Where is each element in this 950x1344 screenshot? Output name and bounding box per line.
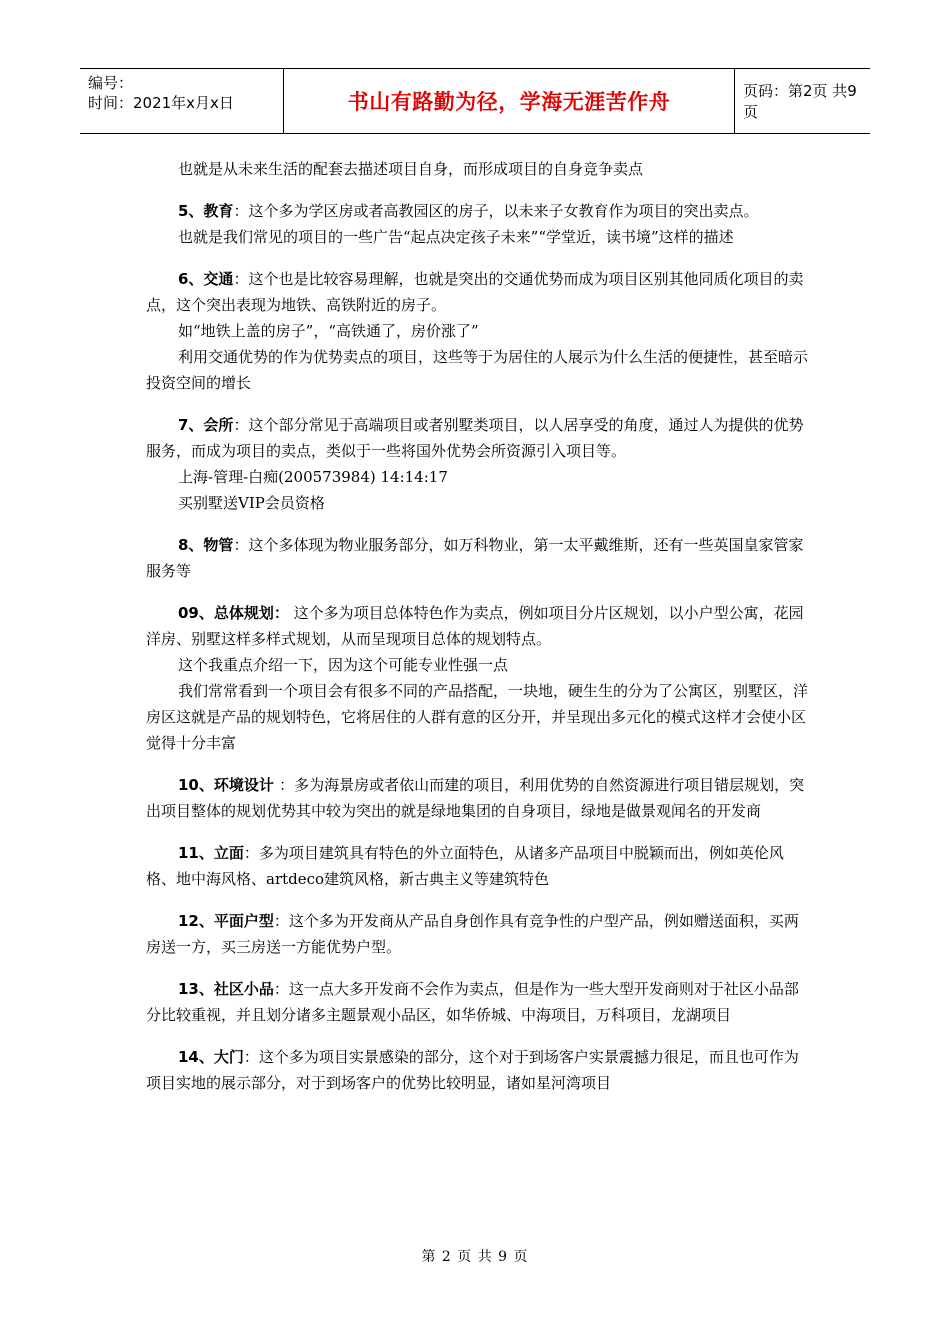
paragraph: 上海-管理-白痴(200573984) 14:14:17 [178,468,448,486]
header-page-cell [735,69,870,133]
section-clubhouse [146,412,810,464]
section-text: ：这个多为项目实景感染的部分，这个对于到场客户实景震撼力很足，而且也可作为项目实地的展示部分，对于到场客户的优势比较明显，诸如星河湾项目 [146,1048,799,1092]
section-gate [146,1044,810,1096]
number-label: 编号： [88,74,134,92]
section-text: ：这个也是比较容易理解，也就是突出的交通优势而成为项目区别其他同质化项目的卖点，这个突出表现为地铁、高铁附近的房子。 [146,270,804,314]
section-title: 12、平面户型 [178,912,274,930]
section-text: 这个多为项目总体特色作为卖点，例如项目分片区规划，以小户型公寓，花园洋房、别墅这样多样式规划，从而呈现项目总体的规划特点。 [146,604,804,648]
section-title: 10、环境设计 [178,776,280,794]
header-info [80,69,283,133]
paragraph: 也就是从未来生活的配套去描述项目自身，而形成项目的自身竞争卖点 [178,160,644,178]
motto-text: 书山有路勤为径，学海无涯苦作舟 [347,90,671,114]
document-body [146,156,810,1096]
page-footer: 第 2 页 共 9 页 [421,1249,529,1265]
section-text: ：多为项目建筑具有特色的外立面特色，从诸多产品项目中脱颖而出，例如英伦风格、地中海风格、artdeco建筑风格，新古典主义等建筑特色 [146,844,784,888]
section-text: ：这个多体现为物业服务部分，如万科物业，第一太平戴维斯，还有一些英国皇家管家服务等 [146,536,804,580]
section-facade [146,840,810,892]
section-property-management [146,532,810,584]
section-text: ：这个多为学区房或者高教园区的房子，以未来子女教育作为项目的突出卖点。 [233,202,759,220]
section-title: 5、教育 [178,202,234,220]
section-community-features [146,976,810,1028]
section-floor-plan [146,908,810,960]
section-title: 09、总体规划： [178,604,289,622]
section-overall-planning [146,600,810,652]
paragraph: 买别墅送VIP会员资格 [178,494,325,512]
section-title: 7、会所 [178,416,234,434]
page-label: 页码：第2页 共9页 [743,82,857,121]
section-title: 13、社区小品 [178,980,274,998]
paragraph: 我们常常看到一个项目会有很多不同的产品搭配，一块地，硬生生的分为了公寓区，别墅区，洋房区这就是产品的规划特色，它将居住的人群有意的区分开，并呈现出多元化的模式这样才会使小区觉得十分丰富 [146,682,809,752]
section-environment-design [146,772,810,824]
section-text: ：多为海景房或者依山而建的项目，利用优势的自然资源进行项目错层规划，突出项目整体的规划优势其中较为突出的就是绿地集团的自身项目，绿地是做景观闻名的开发商 [146,776,805,820]
section-text: ：这一点大多开发商不会作为卖点，但是作为一些大型开发商则对于社区小品部分比较重视，并且划分诸多主题景观小品区，如华侨城、中海项目，万科项目，龙湖项目 [146,980,799,1024]
header-motto-cell [283,69,735,133]
paragraph: 这个我重点介绍一下，因为这个可能专业性强一点 [178,656,509,674]
section-text: ：这个多为开发商从产品自身创作具有竞争性的户型产品，例如赠送面积，买两房送一方，买三房送一方能优势户型。 [146,912,799,956]
section-text: ：这个部分常见于高端项目或者别墅类项目，以人居享受的角度，通过人为提供的优势服务，而成为项目的卖点，类似于一些将国外优势会所资源引入项目等。 [146,416,804,460]
section-title: 6、交通 [178,270,234,288]
time-label: 时间：2021年x月x日 [88,94,234,112]
section-title: 8、物管 [178,536,234,554]
section-title: 11、立面 [178,844,244,862]
paragraph: 也就是我们常见的项目的一些广告“起点决定孩子未来”“学堂近，读书境”这样的描述 [178,228,734,246]
section-traffic [146,266,810,318]
paragraph: 如“地铁上盖的房子”，“高铁通了，房价涨了” [178,322,479,340]
section-education [146,198,810,224]
section-title: 14、大门 [178,1048,244,1066]
page-header [80,68,870,134]
paragraph: 利用交通优势的作为优势卖点的项目，这些等于为居住的人展示为什么生活的便捷性，甚至暗示投资空间的增长 [146,348,809,392]
